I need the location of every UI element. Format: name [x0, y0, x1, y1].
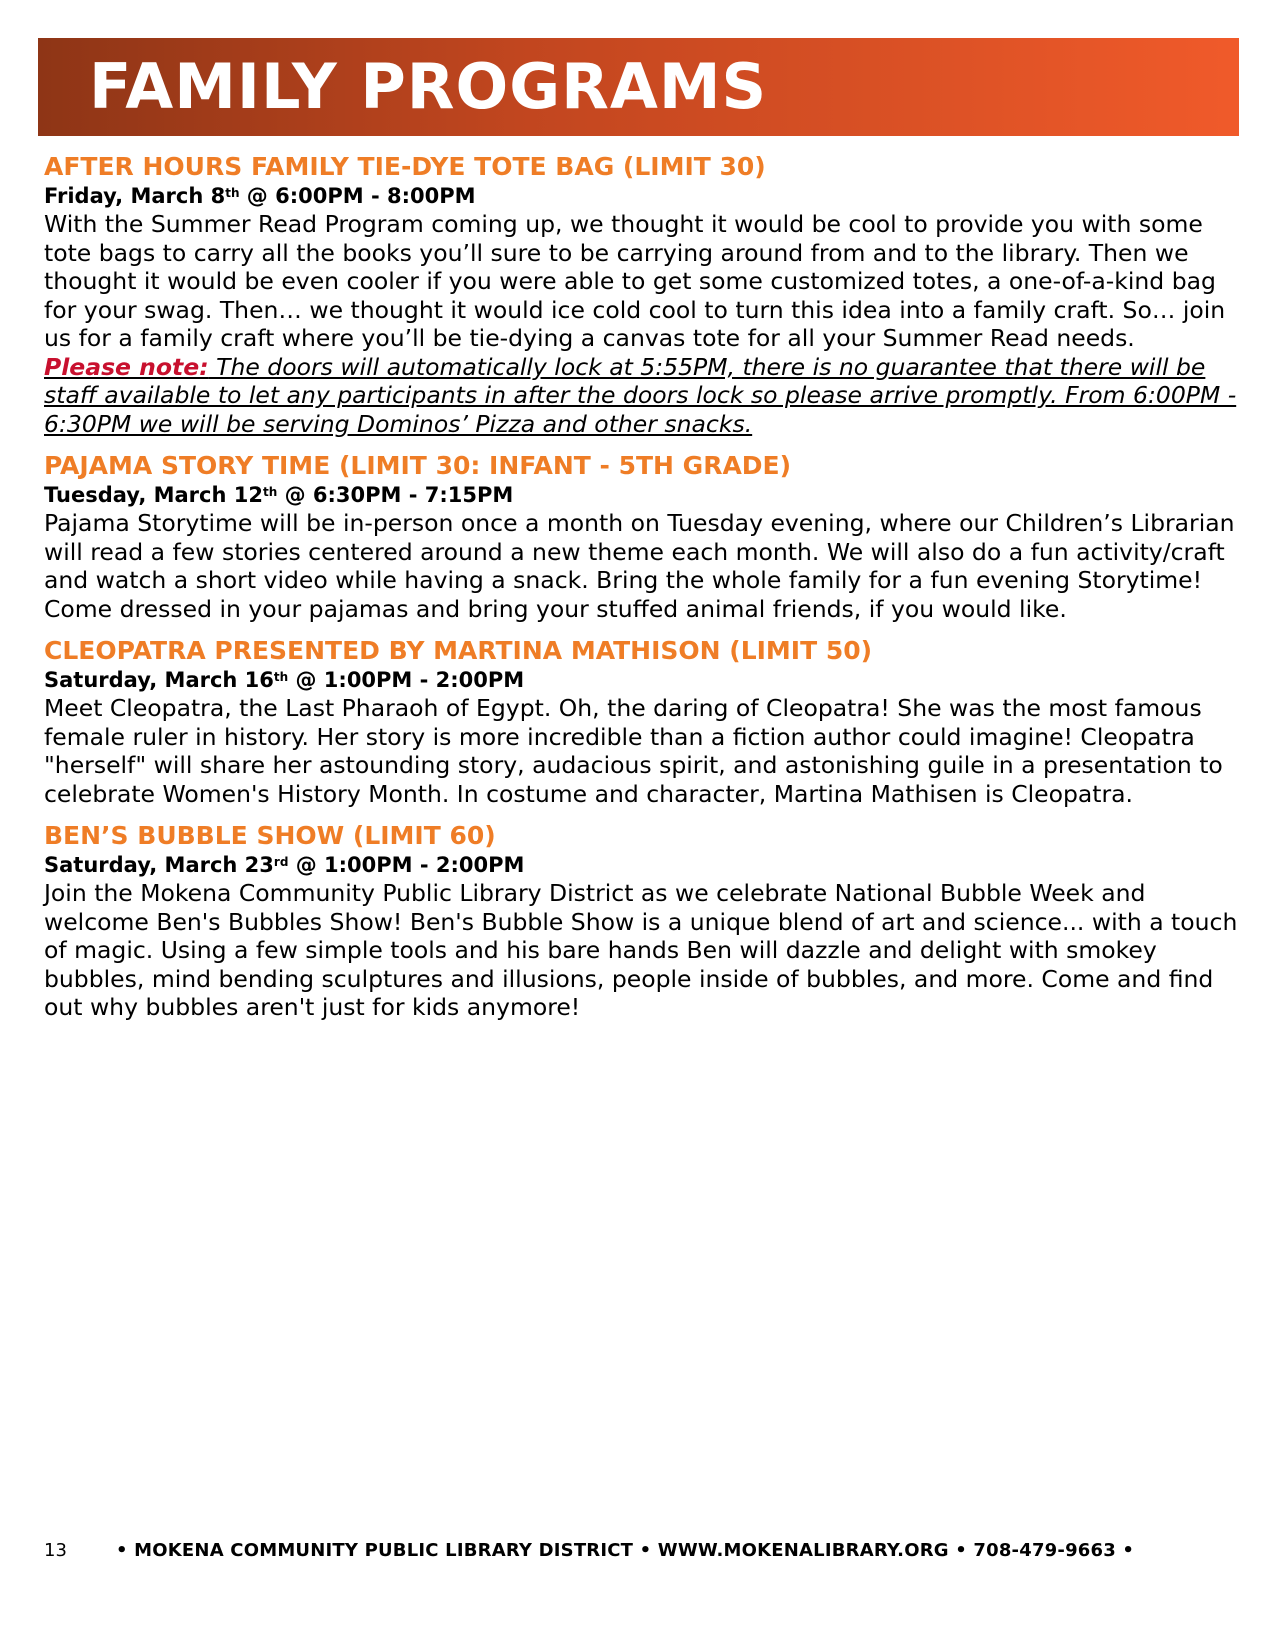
- program-date: [44, 481, 1239, 509]
- program-date-ordinal: th: [225, 186, 240, 200]
- program-date-day: Saturday, March 23: [44, 853, 274, 877]
- program-tie-dye-tote: [44, 151, 1239, 438]
- program-title: PAJAMA STORY TIME (LIMIT 30: INFANT - 5TH GRADE): [44, 451, 792, 480]
- note-text: The doors will automatically lock at 5:55PM, there is no guarantee that there will be staff available to let any participants in after the doors lock so please arrive promptly. From 6:00PM - 6:30PM we will be serving Dominos’ Pizza and other snacks.: [44, 352, 1237, 438]
- program-date-ordinal: rd: [273, 855, 289, 869]
- program-date: [44, 182, 1239, 210]
- program-time: @ 1:00PM - 2:00PM: [288, 853, 525, 877]
- program-title: BEN’S BUBBLE SHOW (LIMIT 60): [44, 821, 496, 850]
- program-description: Meet Cleopatra, the Last Pharaoh of Egypt. Oh, the daring of Cleopatra! She was the most famous female ruler in history. Her story is more incredible than a fiction author could imagine! Cleopatra "herself" will share her astounding story, audacious spirit, and astonishing guile in a presentation to celebrate Women's History Month. In costume and character, Martina Mathisen is Cleopatra.: [44, 694, 1223, 808]
- program-time: @ 6:00PM - 8:00PM: [239, 184, 476, 208]
- program-title: AFTER HOURS FAMILY TIE-DYE TOTE BAG (LIMIT 30): [44, 152, 766, 181]
- program-title: CLEOPATRA PRESENTED BY MARTINA MATHISON (LIMIT 50): [44, 636, 873, 665]
- program-pajama-story-time: [44, 450, 1239, 623]
- program-time: @ 6:30PM - 7:15PM: [277, 483, 514, 507]
- program-date-ordinal: th: [262, 485, 278, 499]
- footer-contact: • MOKENA COMMUNITY PUBLIC LIBRARY DISTRICT • WWW.MOKENALIBRARY.ORG • 708-479-9663 •: [116, 1540, 1135, 1561]
- program-date: [44, 851, 1239, 879]
- program-date: [44, 666, 1239, 694]
- program-bubble-show: [44, 820, 1239, 1022]
- page-banner: [38, 38, 1239, 136]
- program-description: Pajama Storytime will be in-person once a month on Tuesday evening, where our Children’s Librarian will read a few stories centered around a new theme each month. We will also do a fun activity/craft and watch a short video while having a snack. Bring the whole family for a fun evening Storytime! Come dressed in your pajamas and bring your stuffed animal friends, if you would like.: [44, 509, 1235, 623]
- note-label: Please note:: [44, 352, 209, 381]
- page-footer: [44, 1536, 1239, 1566]
- program-time: @ 1:00PM - 2:00PM: [288, 668, 525, 692]
- programs-list: [44, 151, 1239, 1022]
- program-date-day: Tuesday, March 12: [44, 483, 263, 507]
- program-note: [44, 353, 1239, 439]
- program-date-day: Saturday, March 16: [44, 668, 274, 692]
- program-description: Join the Mokena Community Public Library District as we celebrate National Bubble Week and welcome Ben's Bubbles Show! Ben's Bubble Show is a unique blend of art and science... with a touch of magic. Using a few simple tools and his bare hands Ben will dazzle and delight with smokey bubbles, mind bending sculptures and illusions, people inside of bubbles, and more. Come and find out why bubbles aren't just for kids anymore!: [44, 879, 1238, 1021]
- program-cleopatra: [44, 635, 1239, 808]
- program-description: With the Summer Read Program coming up, we thought it would be cool to provide you with some tote bags to carry all the books you’ll sure to be carrying around from and to the library. Then we thought it would be even cooler if you were able to get some customized totes, a one-of-a-kind bag for your swag. Then… we thought it would ice cold cool to turn this idea into a family craft. So… join us for a family craft where you’ll be tie-dying a canvas tote for all your Summer Read needs.: [44, 210, 1226, 352]
- program-date-ordinal: th: [273, 670, 289, 684]
- page-title: FAMILY PROGRAMS: [89, 50, 768, 123]
- program-date-day: Friday, March 8: [44, 184, 226, 208]
- page-number: 13: [44, 1540, 67, 1561]
